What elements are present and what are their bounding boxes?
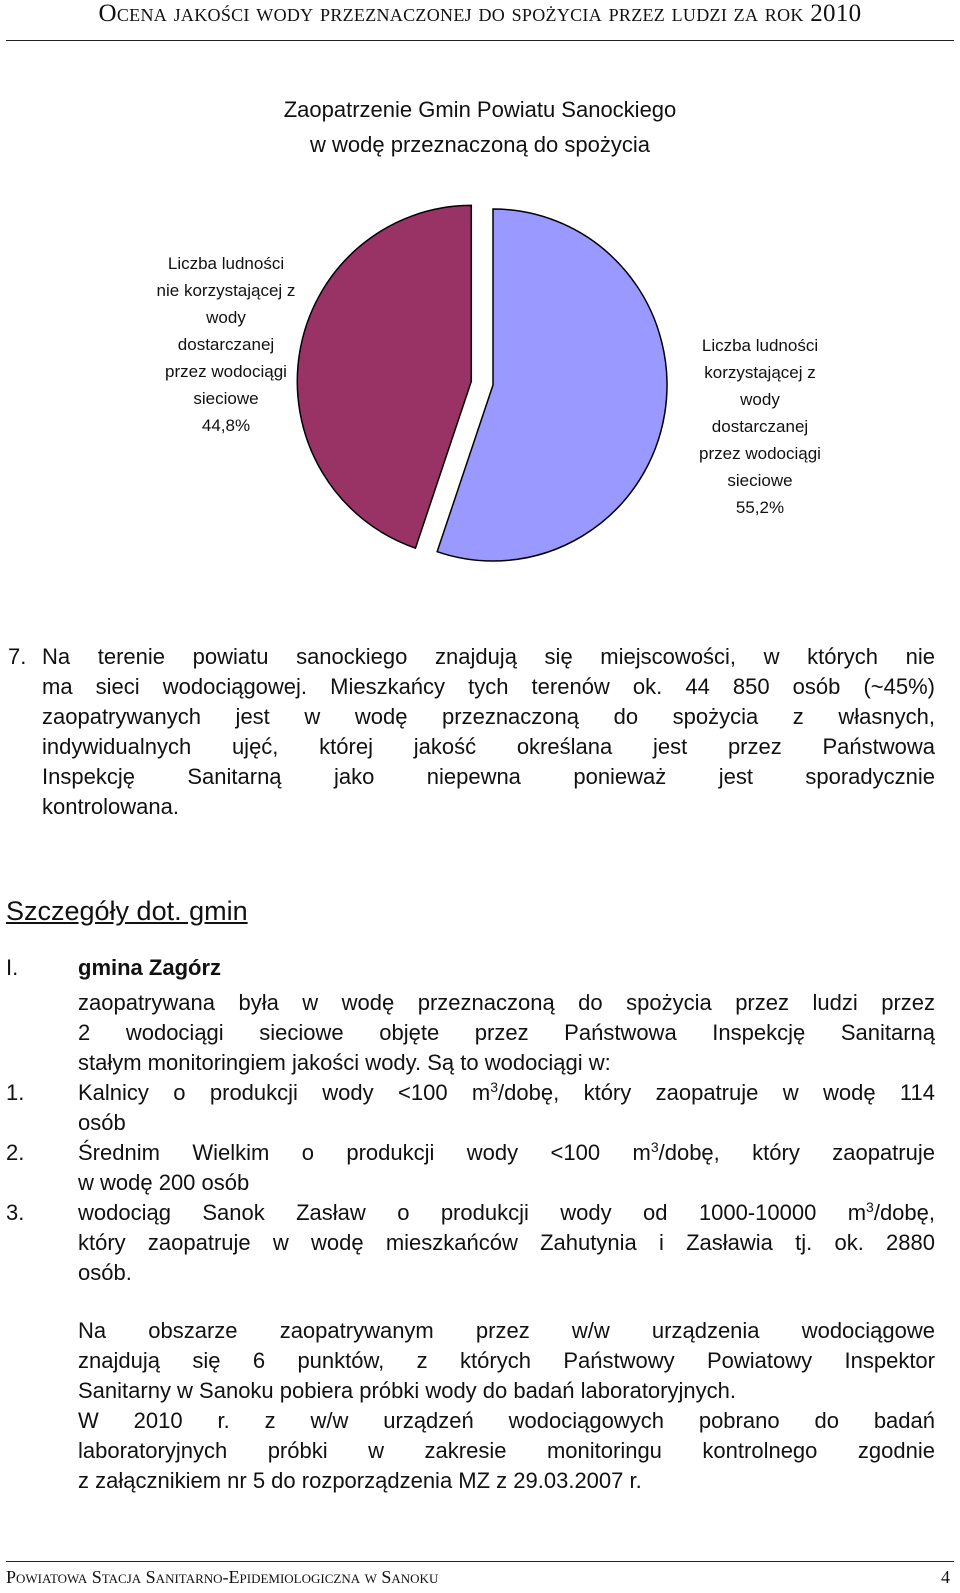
list-item xyxy=(78,1078,935,1138)
gmina-title: gmina Zagórz xyxy=(78,955,222,980)
text-line xyxy=(78,1078,935,1108)
pie-label-line: przez wodociągi xyxy=(165,362,287,381)
pie-label-line: wody xyxy=(206,308,246,327)
text-line: zaopatrywana była w wodę przeznaczoną do spożycia przez ludzi przez xyxy=(78,990,935,1015)
list-number: 1. xyxy=(6,1080,25,1105)
text-span: /dobę, xyxy=(873,1200,935,1225)
pie-label-line: nie korzystającej z xyxy=(156,281,296,300)
text-line: stałym monitoringiem jakości wody. Są to wodociągi w: xyxy=(78,1050,611,1075)
footer-institution: Powiatowa Stacja Sanitarno-Epidemiologiczna w Sanoku xyxy=(6,1567,439,1587)
section-title: Szczegóły dot. gmin xyxy=(6,896,248,926)
text-line: Inspekcję Sanitarną jako niepewna ponieważ jest sporadycznie xyxy=(42,764,935,789)
pie-label-line: korzystającej z xyxy=(704,363,816,382)
pie-label-line: dostarczanej xyxy=(177,335,275,354)
text-span: wodociąg Sanok Zasław o produkcji wody od 1000-10000 m xyxy=(78,1200,867,1225)
page-number: 4 xyxy=(941,1567,950,1587)
paragraph-number: 7. xyxy=(8,644,27,669)
text-line: kontrolowana. xyxy=(42,794,179,819)
footer-rule xyxy=(6,1561,954,1562)
list-item xyxy=(78,1138,935,1198)
pie-label-line: sieciowe xyxy=(193,389,259,408)
chart-title-line-2: w wodę przeznaczoną do spożycia xyxy=(310,132,650,157)
text-line: indywidualnych ujęć, której jakość określana jest przez Państwowa xyxy=(42,734,935,759)
pie-label-line: sieciowe xyxy=(727,471,793,490)
pie-label-value: 44,8% xyxy=(201,416,251,435)
gmina-outro xyxy=(78,1316,935,1496)
text-line: znajdują się 6 punktów, z których Państwowy Powiatowy Inspektor xyxy=(78,1348,935,1373)
text-line: 2 wodociągi sieciowe objęte przez Państwowa Inspekcję Sanitarną xyxy=(78,1020,935,1045)
text-line: z załącznikiem nr 5 do rozporządzenia MZ z 29.03.2007 r. xyxy=(78,1468,642,1493)
text-span: Średnim Wielkim o produkcji wody <100 m xyxy=(78,1140,651,1165)
gmina-number: I. xyxy=(6,955,19,980)
text-line: w wodę 200 osób xyxy=(78,1170,250,1195)
pie-label-line: Liczba ludności xyxy=(167,254,285,273)
paragraph-7 xyxy=(42,642,935,822)
text-line xyxy=(78,1138,935,1168)
superscript: 3 xyxy=(490,1079,499,1095)
pie-label-line: przez wodociągi xyxy=(699,444,821,463)
text-line: Na obszarze zaopatrywanym przez w/w urządzenia wodociągowe xyxy=(78,1318,935,1343)
text-line: laboratoryjnych próbki w zakresie monitoringu kontrolnego zgodnie xyxy=(78,1438,935,1463)
pie-label-line: dostarczanej xyxy=(711,417,809,436)
gmina-intro xyxy=(78,988,935,1078)
list-item xyxy=(78,1198,935,1288)
superscript: 3 xyxy=(650,1139,659,1155)
pie-label-not-connected xyxy=(136,250,316,439)
text-span: /dobę, który zaopatruje w wodę 114 xyxy=(498,1080,935,1105)
text-line: Sanitarny w Sanoku pobiera próbki wody do badań laboratoryjnych. xyxy=(78,1378,736,1403)
pie-label-line: Liczba ludności xyxy=(701,336,819,355)
list-number: 2. xyxy=(6,1140,25,1165)
pie-label-connected xyxy=(670,332,850,521)
list-number: 3. xyxy=(6,1200,25,1225)
text-line: Na terenie powiatu sanockiego znajdują się miejscowości, w których nie xyxy=(42,644,935,669)
text-line: ma sieci wodociągowej. Mieszkańcy tych terenów ok. 44 850 osób (~45%) xyxy=(42,674,935,699)
superscript: 3 xyxy=(866,1199,874,1215)
page-footer xyxy=(6,1565,954,1589)
text-line: osób xyxy=(78,1110,126,1135)
pie-label-value: 55,2% xyxy=(735,498,785,517)
page-header: Ocena jakości wody przeznaczonej do spożycia przez ludzi za rok 2010 xyxy=(98,0,862,27)
chart-title-line-1: Zaopatrzenie Gmin Powiatu Sanockiego xyxy=(283,97,677,122)
text-line: W 2010 r. z w/w urządzeń wodociągowych pobrano do badań xyxy=(78,1408,935,1433)
text-line: który zaopatruje w wodę mieszkańców Zahutynia i Zasławia tj. ok. 2880 xyxy=(78,1230,935,1255)
text-span: Kalnicy o produkcji wody <100 m xyxy=(78,1080,491,1105)
text-line xyxy=(78,1198,935,1228)
pie-label-line: wody xyxy=(740,390,780,409)
pie-slice-not-connected xyxy=(297,205,471,548)
text-line: zaopatrywanych jest w wodę przeznaczoną do spożycia z własnych, xyxy=(42,704,935,729)
text-line: osób. xyxy=(78,1260,132,1285)
text-span: /dobę, który zaopatruje xyxy=(658,1140,935,1165)
